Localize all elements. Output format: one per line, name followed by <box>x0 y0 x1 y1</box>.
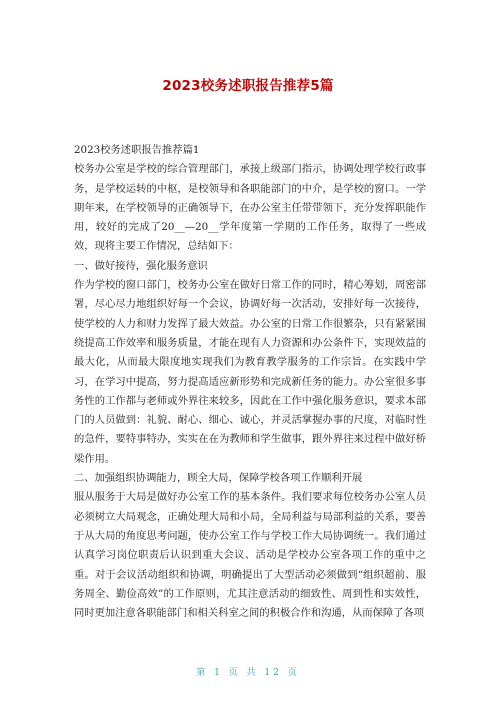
body-paragraph: 作为学校的窗口部门，校务办公室在做好日常工作的同时，精心筹划，周密部署，尽心尽力地组织好每一个会议，协调好每一次活动，安排好每一次接待，使学校的人力和财力发挥了最大效益。办公室的日常工作很繁杂，只有紧紧围绕提高工作效率和服务质量，才能在现有人力资源和办公条件下，实现效益的最大化，从而最大限度地实现我们为教育教学服务的工作宗旨。在实践中学习，在学习中提高，努力提高适应新形势和完成新任务的能力。办公室很多事务性的工作都与老师或外界往来较多，因此在工作中强化服务意识，要求本部门的人员做到：礼貌、耐心、细心、诚心，并灵活掌握办事的尺度，对临时性的急件，要特事特办，实实在在为教师和学生做事，跟外界往来过程中做好桥梁作用。 <box>74 279 426 465</box>
section-heading: 二、加强组织协调能力，顾全大局，保障学校各项工作顺利开展 <box>74 472 363 485</box>
body-paragraph: 服从服务于大局是做好办公室工作的基本条件。我们要求每位校务办公室人员必须树立大局观念，正确处理大局和小局，全局利益与局部利益的关系，要善于从大局的角度思考问题，使办公室工作与学校工作大局协调统一。我们通过认真学习岗位职责后认识到重大会议、活动是学校办公室各项工作的重中之重。对于会议活动组织和协调，明确提出了大型活动必须做到“组织超前、服务周全、勤俭高效”的工作原则，尤其注意活动的细致性、周到性和实效性，同时更加注意各职能部门和相关科室之间的积极合作和沟通，从而保障了各项 <box>74 491 426 620</box>
section-heading: 一、做好接待，强化服务意识 <box>74 259 208 272</box>
page-footer: 第 1 页 共 12 页 <box>196 668 300 678</box>
document-title: 2023校务述职报告推荐5篇 <box>162 78 334 94</box>
section-heading: 2023校务述职报告推荐篇1 <box>74 144 200 156</box>
body-paragraph: 校务办公室是学校的综合管理部门，承接上级部门指示，协调处理学校行政事务，是学校运转的中枢，是校领导和各职能部门的中介，是学校的窗口。一学期年来，在学校领导的正确领导下，在办公室主任带带领下，充分发挥职能作用，较好的完成了20__—20__学年度第一学期的工作任务，取得了一些成效，现将主要工作情况，总结如下： <box>74 163 426 253</box>
document-body <box>74 141 426 623</box>
